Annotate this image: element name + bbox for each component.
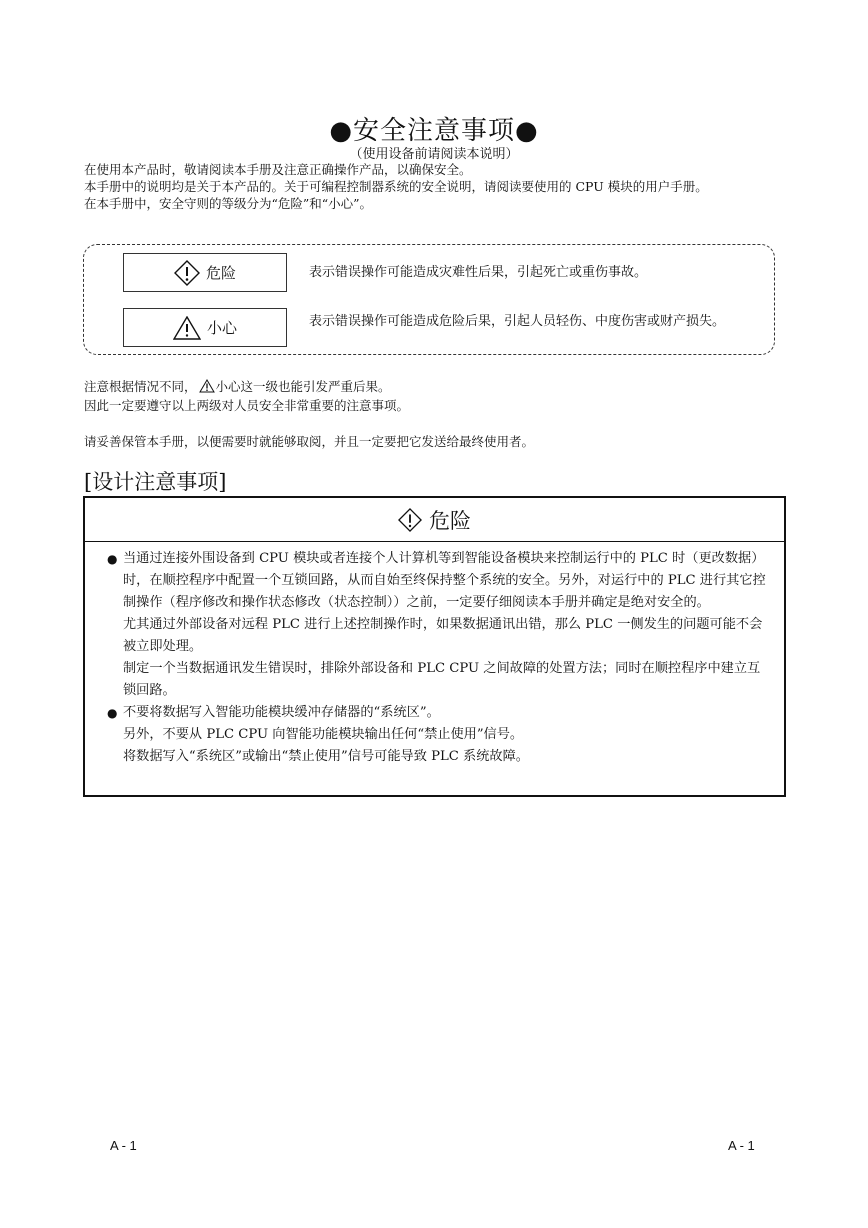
bullet-2-main: 不要将数据写入智能功能模块缓冲存储器的“系统区”。	[123, 705, 440, 720]
page-title: ●安全注意事项●	[329, 116, 539, 146]
danger-description: 表示错误操作可能造成灾难性后果，引起死亡或重伤事故。	[309, 265, 648, 280]
note-1-suffix: 小心这一级也能引发严重后果。	[215, 379, 391, 394]
bullet-1-para-2: 尤其通过外部设备对远程 PLC 进行上述控制操作时，如果数据通讯出错，那么 PLC 一侧发生的问题可能不会被立即处理。	[123, 617, 763, 654]
caution-label: 小心	[206, 319, 237, 337]
bullet-2-para-2: 另外，不要从 PLC CPU 向智能功能模块输出任何“禁止使用”信号。	[123, 727, 524, 742]
intro-line-2: 本手册中的说明均是关于本产品的。关于可编程控制器系统的安全说明，请阅读要使用的 CPU 模块的用户手册。	[84, 179, 708, 194]
section-title: [设计注意事项]	[84, 470, 227, 494]
caution-triangle-icon	[199, 379, 215, 393]
keep-manual-note: 请妥善保管本手册，以便需要时就能够取阅，并且一定要把它发送给最终使用者。	[84, 434, 535, 449]
note-1-prefix: 注意根据情况不同，	[84, 379, 197, 394]
bullet-2-para-3: 将数据写入“系统区”或输出“禁止使用”信号可能导致 PLC 系统故障。	[123, 749, 529, 764]
caution-notes	[84, 377, 784, 415]
bullet-1-main: 当通过连接外围设备到 CPU 模块或者连接个人计算机等到智能设备模块来控制运行中的 PLC 时（更改数据）时，在顺控程序中配置一个互锁回路，从而自始至终保持整个系统的安全。另外，对运行中的 PLC 进行其它控制操作（程序修改和操作状态修改（状态控制））之前，一定要仔细阅读本手册并确定是绝对安全的。	[123, 551, 766, 610]
danger-label: 危险	[205, 264, 236, 282]
danger-table-body	[85, 542, 784, 768]
bullet-icon: ●	[107, 552, 118, 566]
list-item	[107, 702, 766, 768]
caution-symbol-box	[123, 308, 287, 347]
note-line-1	[84, 377, 784, 396]
bullet-1-para-3: 制定一个当数据通讯发生错误时，排除外部设备和 PLC CPU 之间故障的处置方法；同时在顺控程序中建立互锁回路。	[123, 661, 761, 698]
design-danger-table	[83, 496, 786, 797]
safety-level-legend	[83, 244, 775, 355]
danger-table-header	[85, 498, 784, 542]
danger-symbol-box	[123, 253, 287, 292]
danger-table-label: 危险	[429, 508, 471, 533]
danger-diamond-icon	[398, 508, 422, 532]
bullet-icon: ●	[107, 706, 118, 720]
page-number-right: A - 1	[728, 1138, 755, 1153]
intro-line-3: 在本手册中，安全守则的等级分为“危险”和“小心”。	[84, 196, 373, 211]
page-number-left: A - 1	[110, 1138, 137, 1153]
note-line-2: 因此一定要遵守以上两级对人员安全非常重要的注意事项。	[84, 398, 410, 413]
danger-diamond-icon	[174, 260, 200, 286]
intro-line-1: 在使用本产品时，敬请阅读本手册及注意正确操作产品，以确保安全。	[84, 162, 472, 177]
list-item	[107, 548, 766, 702]
caution-triangle-icon	[173, 316, 201, 340]
intro-text	[84, 161, 784, 212]
page-subtitle: （使用设备前请阅读本说明）	[349, 147, 519, 162]
caution-description: 表示错误操作可能造成危险后果，引起人员轻伤、中度伤害或财产损失。	[309, 314, 726, 329]
